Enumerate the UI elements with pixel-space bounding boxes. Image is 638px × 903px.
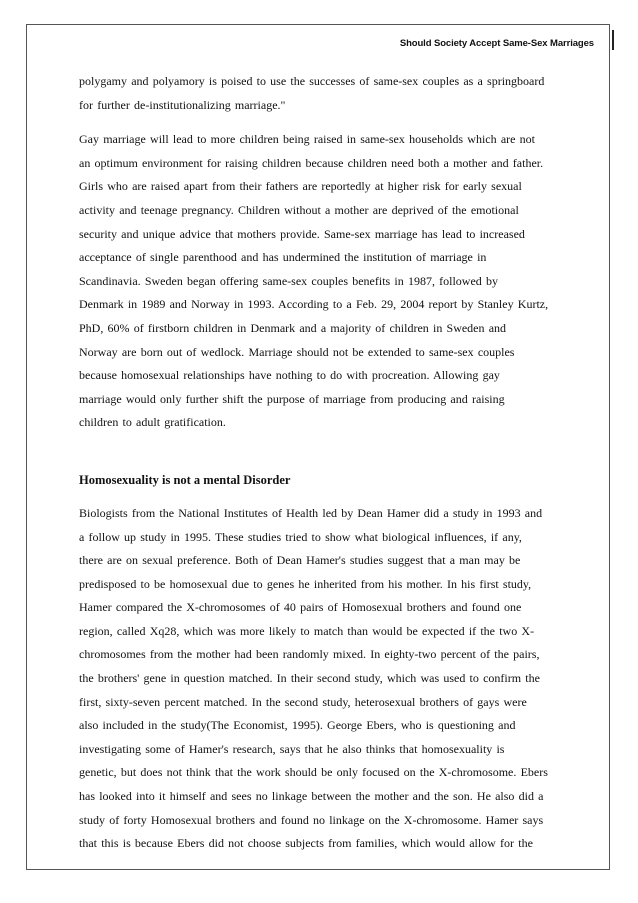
text-line: marriage would only further shift the purpose of marriage from producing and raising bbox=[79, 391, 505, 406]
text-line: study of forty Homosexual brothers and found no linkage on the X-chromosome. Hamer says bbox=[79, 812, 544, 827]
text-line: Scandinavia. Sweden began offering same-sex couples benefits in 1987, followed by bbox=[79, 273, 499, 288]
text-line: Biologists from the National Institutes of Health led by Dean Hamer did a study in 1993 and bbox=[79, 505, 543, 520]
text-line: also included in the study(The Economist, 1995). George Ebers, who is questioning and bbox=[79, 718, 516, 733]
text-line: activity and teenage pregnancy. Children without a mother are deprived of the emotional bbox=[79, 202, 519, 217]
paragraph-gay-marriage bbox=[79, 128, 579, 435]
text-line: the brothers' gene in question matched. In their second study, which was used to confirm the bbox=[79, 671, 540, 686]
document-body bbox=[79, 70, 579, 867]
text-line: investigating some of Hamer's research, says that he also thinks that homosexuality is bbox=[79, 741, 505, 756]
text-line: a follow up study in 1995. These studies tried to show what biological influences, if any, bbox=[79, 529, 522, 544]
text-line: Girls who are raised apart from their fathers are reportedly at higher risk for early sexual bbox=[79, 179, 522, 194]
text-line: there are on sexual preference. Both of Dean Hamer's studies suggest that a man may be bbox=[79, 553, 521, 568]
text-line: chromosomes from the mother had been randomly mixed. In eighty-two percent of the pairs, bbox=[79, 647, 540, 662]
text-line: Gay marriage will lead to more children being raised in same-sex households which are not bbox=[79, 132, 535, 147]
header-divider bbox=[612, 30, 614, 50]
text-line: an optimum environment for raising children because children need both a mother and father. bbox=[79, 155, 544, 170]
section-heading: Homosexuality is not a mental Disorder bbox=[79, 472, 291, 487]
text-line: children to adult gratification. bbox=[79, 415, 226, 430]
text-line: genetic, but does not think that the work should be only focused on the X-chromosome. Ebers bbox=[79, 765, 548, 780]
text-line: Norway are born out of wedlock. Marriage should not be extended to same-sex couples bbox=[79, 344, 515, 359]
paragraph-polygamy bbox=[79, 70, 579, 117]
running-header: Should Society Accept Same-Sex Marriages bbox=[399, 38, 594, 49]
text-line: acceptance of single parenthood and has undermined the institution of marriage in bbox=[79, 250, 487, 265]
text-line: predisposed to be homosexual due to genes he inherited from his mother. In his first study, bbox=[79, 576, 532, 591]
text-line: Hamer compared the X-chromosomes of 40 pairs of Homosexual brothers and found one bbox=[79, 600, 522, 615]
text-line: security and unique advice that mothers provide. Same-sex marriage has lead to increased bbox=[79, 226, 525, 241]
text-line: has looked into it himself and sees no linkage between the mother and the son. He also did a bbox=[79, 789, 544, 804]
text-line: PhD, 60% of firstborn children in Denmark and a majority of children in Sweden and bbox=[79, 320, 507, 335]
text-line: for further de-institutionalizing marriage." bbox=[79, 97, 286, 112]
text-line: polygamy and polyamory is poised to use the successes of same-sex couples as a springboard bbox=[79, 74, 545, 88]
text-line: that this is because Ebers did not choose subjects from families, which would allow for the bbox=[79, 836, 533, 851]
text-line: Denmark in 1989 and Norway in 1993. According to a Feb. 29, 2004 report by Stanley Kurtz, bbox=[79, 297, 549, 312]
text-line: because homosexual relationships have nothing to do with procreation. Allowing gay bbox=[79, 368, 500, 383]
text-line: region, called Xq28, which was more likely to match than would be expected if the two X- bbox=[79, 623, 535, 638]
text-line: first, sixty-seven percent matched. In the second study, heterosexual brothers of gays were bbox=[79, 694, 527, 709]
paragraph-biologists bbox=[79, 502, 579, 856]
